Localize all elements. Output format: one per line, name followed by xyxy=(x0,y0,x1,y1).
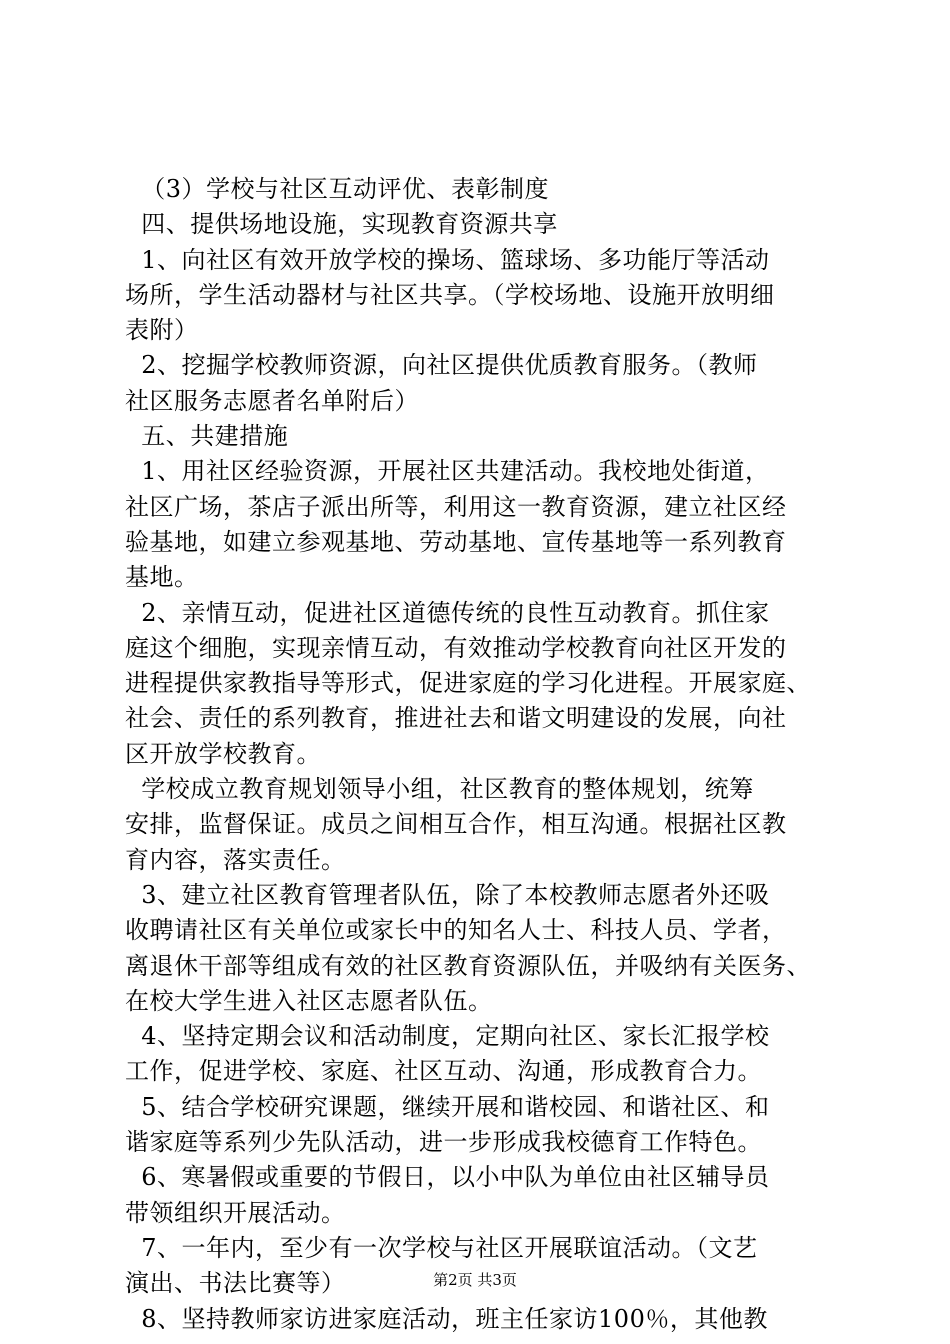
text-line: 场所，学生活动器材与社区共享。（学校场地、设施开放明细 xyxy=(125,280,775,309)
text-line: 四、提供场地设施，实现教育资源共享 xyxy=(125,210,558,239)
text-line: 2、挖掘学校教师资源，向社区提供优质教育服务。（教师 xyxy=(125,351,758,380)
text-line: 3、建立社区教育管理者队伍，除了本校教师志愿者外还吸 xyxy=(125,880,770,909)
text-line: 离退休干部等组成有效的社区教育资源队伍，并吸纳有关医务、 xyxy=(125,951,811,980)
text-line: 学校成立教育规划领导小组，社区教育的整体规划，统筹 xyxy=(125,775,754,804)
page-number-label: 第2页 共3页 xyxy=(433,1271,517,1289)
text-line: 带领组织开展活动。 xyxy=(125,1198,346,1227)
page-footer xyxy=(0,1270,950,1290)
text-line: 区开放学校教育。 xyxy=(125,739,321,768)
text-line: 5、结合学校研究课题，继续开展和谐校园、和谐社区、和 xyxy=(125,1092,770,1121)
text-line: 1、用社区经验资源，开展社区共建活动。我校地处街道， xyxy=(125,457,770,486)
text-line: 1、向社区有效开放学校的操场、篮球场、多功能厅等活动 xyxy=(125,245,770,274)
text-line: 社会、责任的系列教育，推进社去和谐文明建设的发展，向社 xyxy=(125,704,787,733)
text-line: （3）学校与社区互动评优、表彰制度 xyxy=(125,175,550,203)
text-line: 验基地，如建立参观基地、劳动基地、宣传基地等一系列教育 xyxy=(125,527,787,556)
text-line: 4、坚持定期会议和活动制度，定期向社区、家长汇报学校 xyxy=(125,1022,770,1051)
text-line: 在校大学生进入社区志愿者队伍。 xyxy=(125,986,493,1015)
text-line: 五、共建措施 xyxy=(125,422,289,451)
text-line: 社区服务志愿者名单附后） xyxy=(125,386,419,415)
text-line: 庭这个细胞，实现亲情互动，有效推动学校教育向社区开发的 xyxy=(125,633,787,662)
text-line: 6、寒暑假或重要的节假日，以小中队为单位由社区辅导员 xyxy=(125,1163,770,1192)
text-line: 谐家庭等系列少先队活动，进一步形成我校德育工作特色。 xyxy=(125,1128,762,1157)
text-line: 8、坚持教师家访进家庭活动，班主任家访100％，其他教 xyxy=(125,1304,768,1333)
text-line: 表附） xyxy=(125,316,199,345)
text-line: 基地。 xyxy=(125,563,199,592)
text-line: 进程提供家教指导等形式，促进家庭的学习化进程。开展家庭、 xyxy=(125,669,811,698)
text-line: 2、亲情互动，促进社区道德传统的良性互动教育。抓住家 xyxy=(125,598,770,627)
text-line: 7、一年内，至少有一次学校与社区开展联谊活动。（文艺 xyxy=(125,1233,758,1262)
text-line: 社区广场，茶店子派出所等，利用这一教育资源，建立社区经 xyxy=(125,492,787,521)
document-body xyxy=(125,172,835,1337)
text-line: 演出、书法比赛等） xyxy=(125,1269,346,1298)
text-line: 安排，监督保证。成员之间相互合作，相互沟通。根据社区教 xyxy=(125,810,787,839)
text-line: 育内容，落实责任。 xyxy=(125,845,346,874)
text-line: 收聘请社区有关单位或家长中的知名人士、科技人员、学者， xyxy=(125,916,787,945)
text-line: 工作，促进学校、家庭、社区互动、沟通，形成教育合力。 xyxy=(125,1057,762,1086)
